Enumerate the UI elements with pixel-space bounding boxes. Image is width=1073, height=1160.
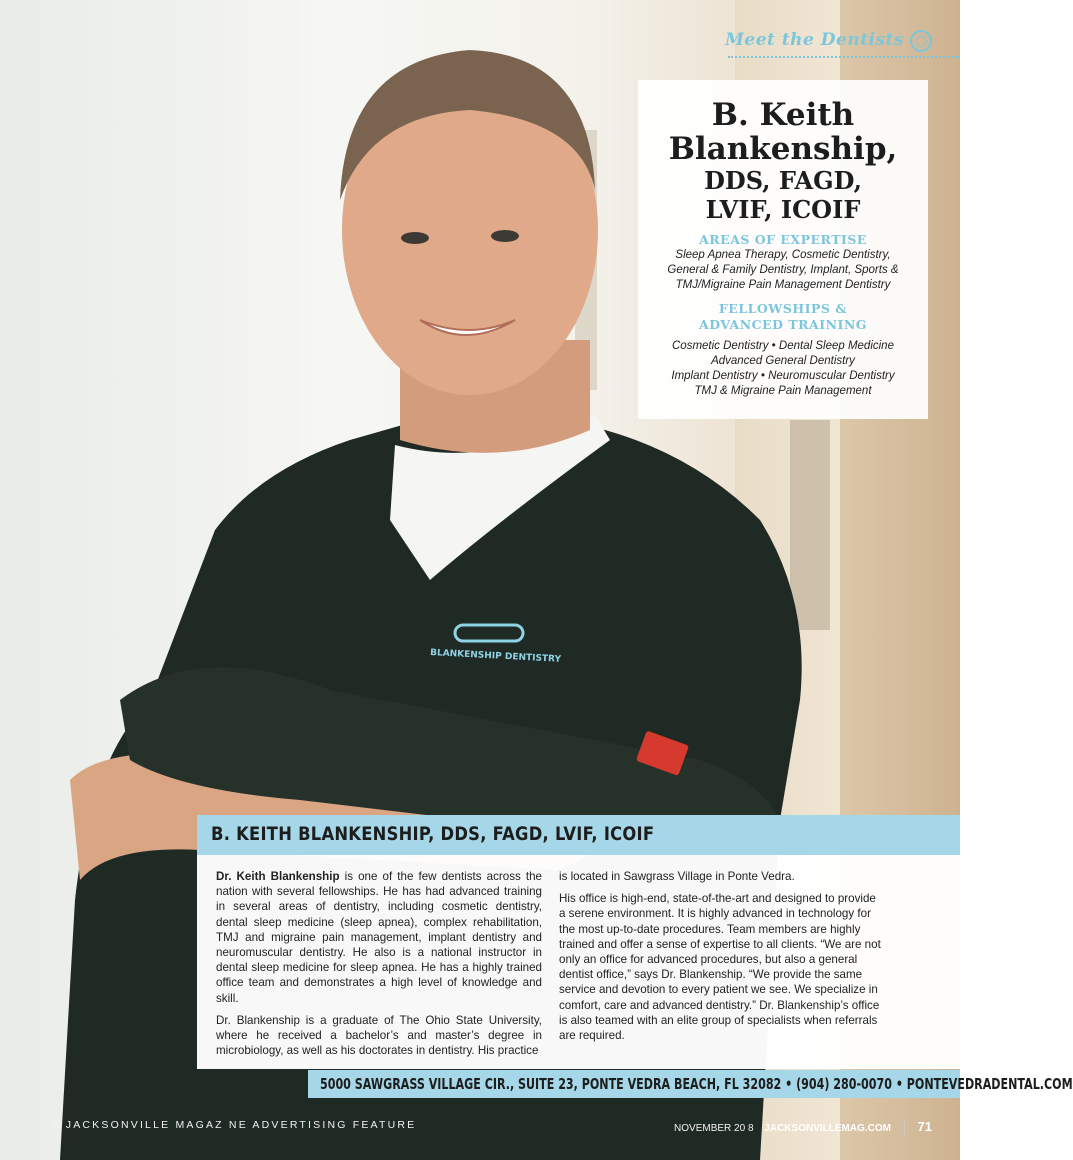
fellowships-heading-2: ADVANCED TRAINING bbox=[699, 317, 867, 332]
issue-date: NOVEMBER 20 8 bbox=[674, 1123, 754, 1134]
article-column-1 bbox=[216, 869, 542, 1065]
contact-text: 5000 SAWGRASS VILLAGE CIR., SUITE 23, PONTE VEDRA BEACH, FL 32082 • (904) 280-0070 • PONTEVEDRADENTAL.COM bbox=[320, 1075, 1073, 1093]
fellowship-line: TMJ & Migraine Pain Management bbox=[694, 385, 872, 397]
headline-bar bbox=[197, 815, 960, 855]
expertise-heading: AREAS OF EXPERTISE bbox=[699, 232, 867, 247]
article-lead: Dr. Keith Blankenship bbox=[216, 870, 340, 883]
section-label-text: Meet the Dentists bbox=[725, 30, 904, 50]
article-paragraph bbox=[216, 869, 542, 1006]
name-line-1: B. Keith bbox=[711, 97, 855, 133]
contact-bar bbox=[308, 1070, 1073, 1098]
expertise-line: Sleep Apnea Therapy, Cosmetic Dentistry, bbox=[675, 249, 891, 261]
left-eye bbox=[401, 232, 429, 244]
tooth-icon: ◯ bbox=[910, 30, 932, 52]
credentials-line-2: LVIF, ICOIF bbox=[705, 195, 861, 224]
article-paragraph: Dr. Blankenship is a graduate of The Ohio State University, where he received a bachelor’s and master’s degree in microbiology, as well as his doctorates in dentistry. His practice bbox=[216, 1013, 542, 1058]
expertise-line: TMJ/Migraine Pain Management Dentistry bbox=[675, 279, 891, 291]
article-column-2 bbox=[559, 869, 885, 1050]
fellowship-line: Implant Dentistry • Neuromuscular Dentistry bbox=[671, 370, 895, 382]
article-panel bbox=[197, 855, 960, 1069]
article-text: is one of the few dentists across the nation with several fellowships. He has had advanced training in several areas of dentistry, including cosmetic dentistry, dental sleep medicine (sleep apnea), complex rehabilitation, TMJ and migraine pain management, implant dentistry and neuromuscular dentistry. He also is a national instructor in dental sleep medicine for sleep apnea. He has a highly trained office team and demonstrates a high level of knowledge and skill. bbox=[216, 870, 542, 1005]
name-line-2: Blankenship, bbox=[668, 131, 898, 167]
right-eye bbox=[491, 230, 519, 242]
footer-feature-label: A JACKSONVILLE MAGAZ NE ADVERTISING FEATURE bbox=[52, 1119, 417, 1131]
name-card bbox=[638, 80, 928, 419]
fellowship-line: Advanced General Dentistry bbox=[711, 355, 855, 367]
fellowship-line: Cosmetic Dentistry • Dental Sleep Medicine bbox=[672, 340, 894, 352]
fellowships-heading-1: FELLOWSHIPS & bbox=[718, 301, 848, 316]
article-paragraph: is located in Sawgrass Village in Ponte Vedra. bbox=[559, 870, 795, 883]
section-divider bbox=[728, 56, 960, 58]
page-number: 71 bbox=[917, 1119, 932, 1134]
magazine-site: JACKSONVILLEMAG.COM bbox=[764, 1123, 891, 1134]
credentials-line-1: DDS, FAGD, bbox=[704, 166, 862, 195]
folio-divider bbox=[904, 1121, 905, 1135]
section-label bbox=[724, 30, 934, 54]
expertise-line: General & Family Dentistry, Implant, Sports & bbox=[667, 264, 899, 276]
headline: B. KEITH BLANKENSHIP, DDS, FAGD, LVIF, ICOIF bbox=[211, 823, 655, 845]
footer-folio bbox=[674, 1119, 932, 1135]
scrubs-logo-text: BLANKENSHIP DENTISTRY bbox=[429, 648, 562, 665]
article-paragraph: His office is high-end, state-of-the-art and designed to provide a serene environment. It is highly advanced in technology for the most up-to-date procedures. Team members are highly trained and offer a sense of expertise to all clients. “We are not only an office for advanced procedures, but also a general dentist office,” says Dr. Blankenship. “We provide the same service and devotion to every patient we see. We specialize in comfort, care and advanced dentistry.” Dr. Blankenship’s office is also teamed with an elite group of specialists when referrals are required. bbox=[559, 892, 881, 1043]
